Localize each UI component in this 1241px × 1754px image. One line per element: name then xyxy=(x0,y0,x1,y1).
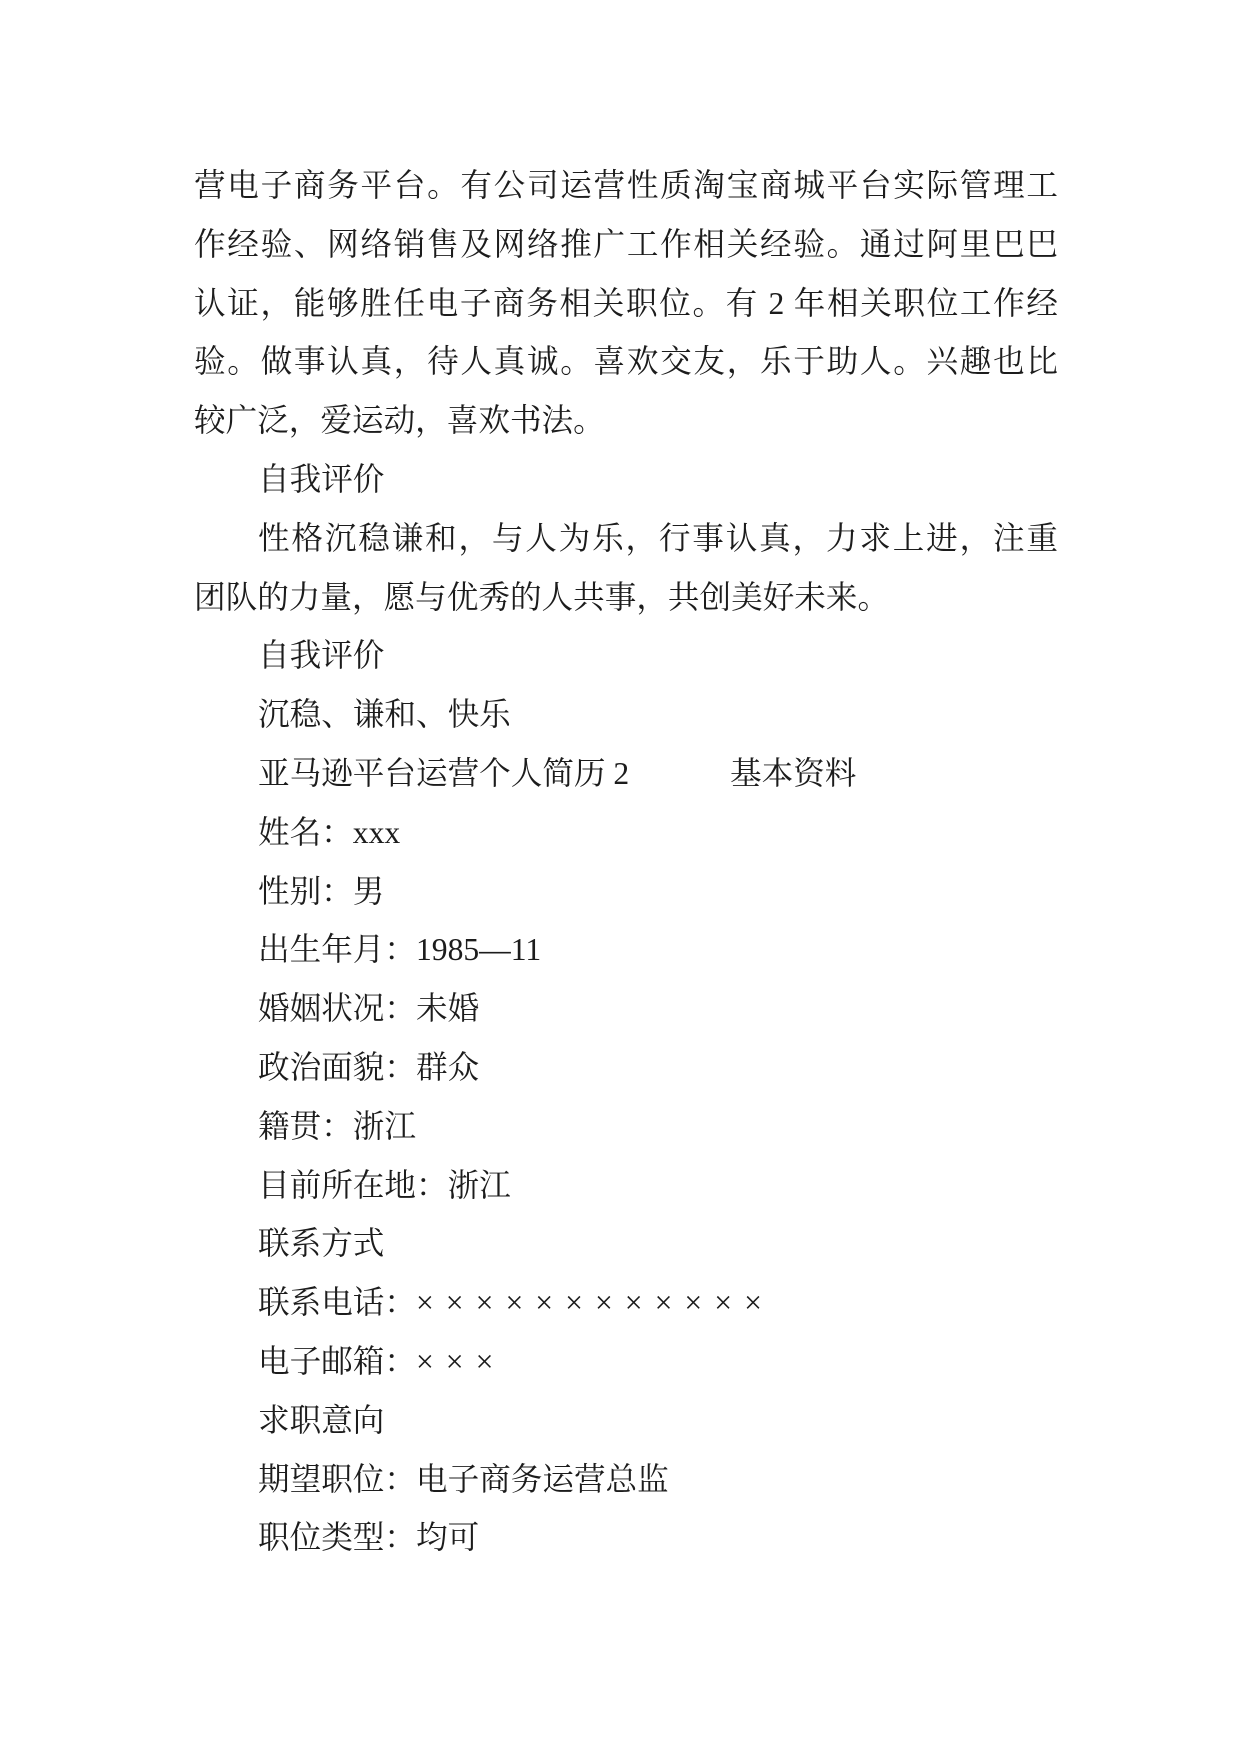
field-value: 均可 xyxy=(415,1520,480,1556)
field-value: 电子商务运营总监 xyxy=(415,1461,669,1497)
field-label: 电子邮箱： xyxy=(258,1343,416,1379)
field-political-status xyxy=(194,1039,1058,1098)
field-value: 浙江 xyxy=(447,1167,511,1203)
field-label: 政治面貌： xyxy=(258,1049,416,1085)
field-label: 职位类型： xyxy=(258,1520,416,1556)
intro-line: 较广泛，爱运动，喜欢书法。 xyxy=(194,403,605,439)
field-value: 男 xyxy=(352,873,385,909)
intro-line: 营电子商务平台。有公司运营性质淘宝商城平台实际管理工 xyxy=(194,168,1058,203)
contact-heading: 联系方式 xyxy=(258,1226,385,1262)
intro-line: 认证，能够胜任电子商务相关职位。有 2 年相关职位工作经 xyxy=(194,285,1058,321)
self-evaluation-text: 性格沉稳谦和，与人为乐，行事认真，力求上进，注重 xyxy=(258,520,1058,556)
field-email xyxy=(194,1333,1058,1392)
field-gender xyxy=(194,863,1058,922)
field-label: 联系电话： xyxy=(258,1285,416,1321)
field-label: 期望职位： xyxy=(258,1461,416,1497)
self-evaluation-text: 团队的力量，愿与优秀的人共事，共创美好未来。 xyxy=(194,579,890,615)
field-position-type xyxy=(194,1509,1058,1568)
field-native-place xyxy=(194,1098,1058,1157)
field-value: 群众 xyxy=(415,1049,480,1085)
field-value: xxx xyxy=(352,814,401,850)
field-label: 姓名： xyxy=(258,814,353,850)
field-label: 目前所在地： xyxy=(258,1167,448,1203)
intro-line: 作经验、网络销售及网络推广工作相关经验。通过阿里巴巴 xyxy=(194,226,1058,262)
intro-line: 验。做事认真，待人真诚。喜欢交友，乐于助人。兴趣也比 xyxy=(194,344,1058,380)
field-label: 性别： xyxy=(258,873,353,909)
field-value: ×××××××××××× xyxy=(415,1285,774,1321)
self-evaluation-heading: 自我评价 xyxy=(258,461,385,497)
field-current-location xyxy=(194,1157,1058,1216)
self-evaluation-text: 沉稳、谦和、快乐 xyxy=(258,697,511,733)
field-birth-date xyxy=(194,921,1058,980)
self-evaluation-heading: 自我评价 xyxy=(258,638,385,674)
field-label: 出生年月： xyxy=(258,932,416,968)
field-phone xyxy=(194,1274,1058,1333)
job-intention-heading: 求职意向 xyxy=(258,1402,385,1438)
resume-title-line xyxy=(194,745,1058,804)
field-label: 籍贯： xyxy=(258,1108,353,1144)
basic-info-heading: 基本资料 xyxy=(730,755,857,791)
field-label: 婚姻状况： xyxy=(258,991,416,1027)
field-value: 未婚 xyxy=(415,991,480,1027)
document-page xyxy=(194,157,1058,1568)
field-value: 浙江 xyxy=(352,1108,416,1144)
field-expected-position xyxy=(194,1451,1058,1510)
field-marital-status xyxy=(194,980,1058,1039)
resume-title: 亚马逊平台运营个人简历 2 xyxy=(258,755,630,791)
field-value: 1985—11 xyxy=(415,932,542,968)
field-value: ××× xyxy=(415,1343,506,1379)
field-name xyxy=(194,804,1058,863)
